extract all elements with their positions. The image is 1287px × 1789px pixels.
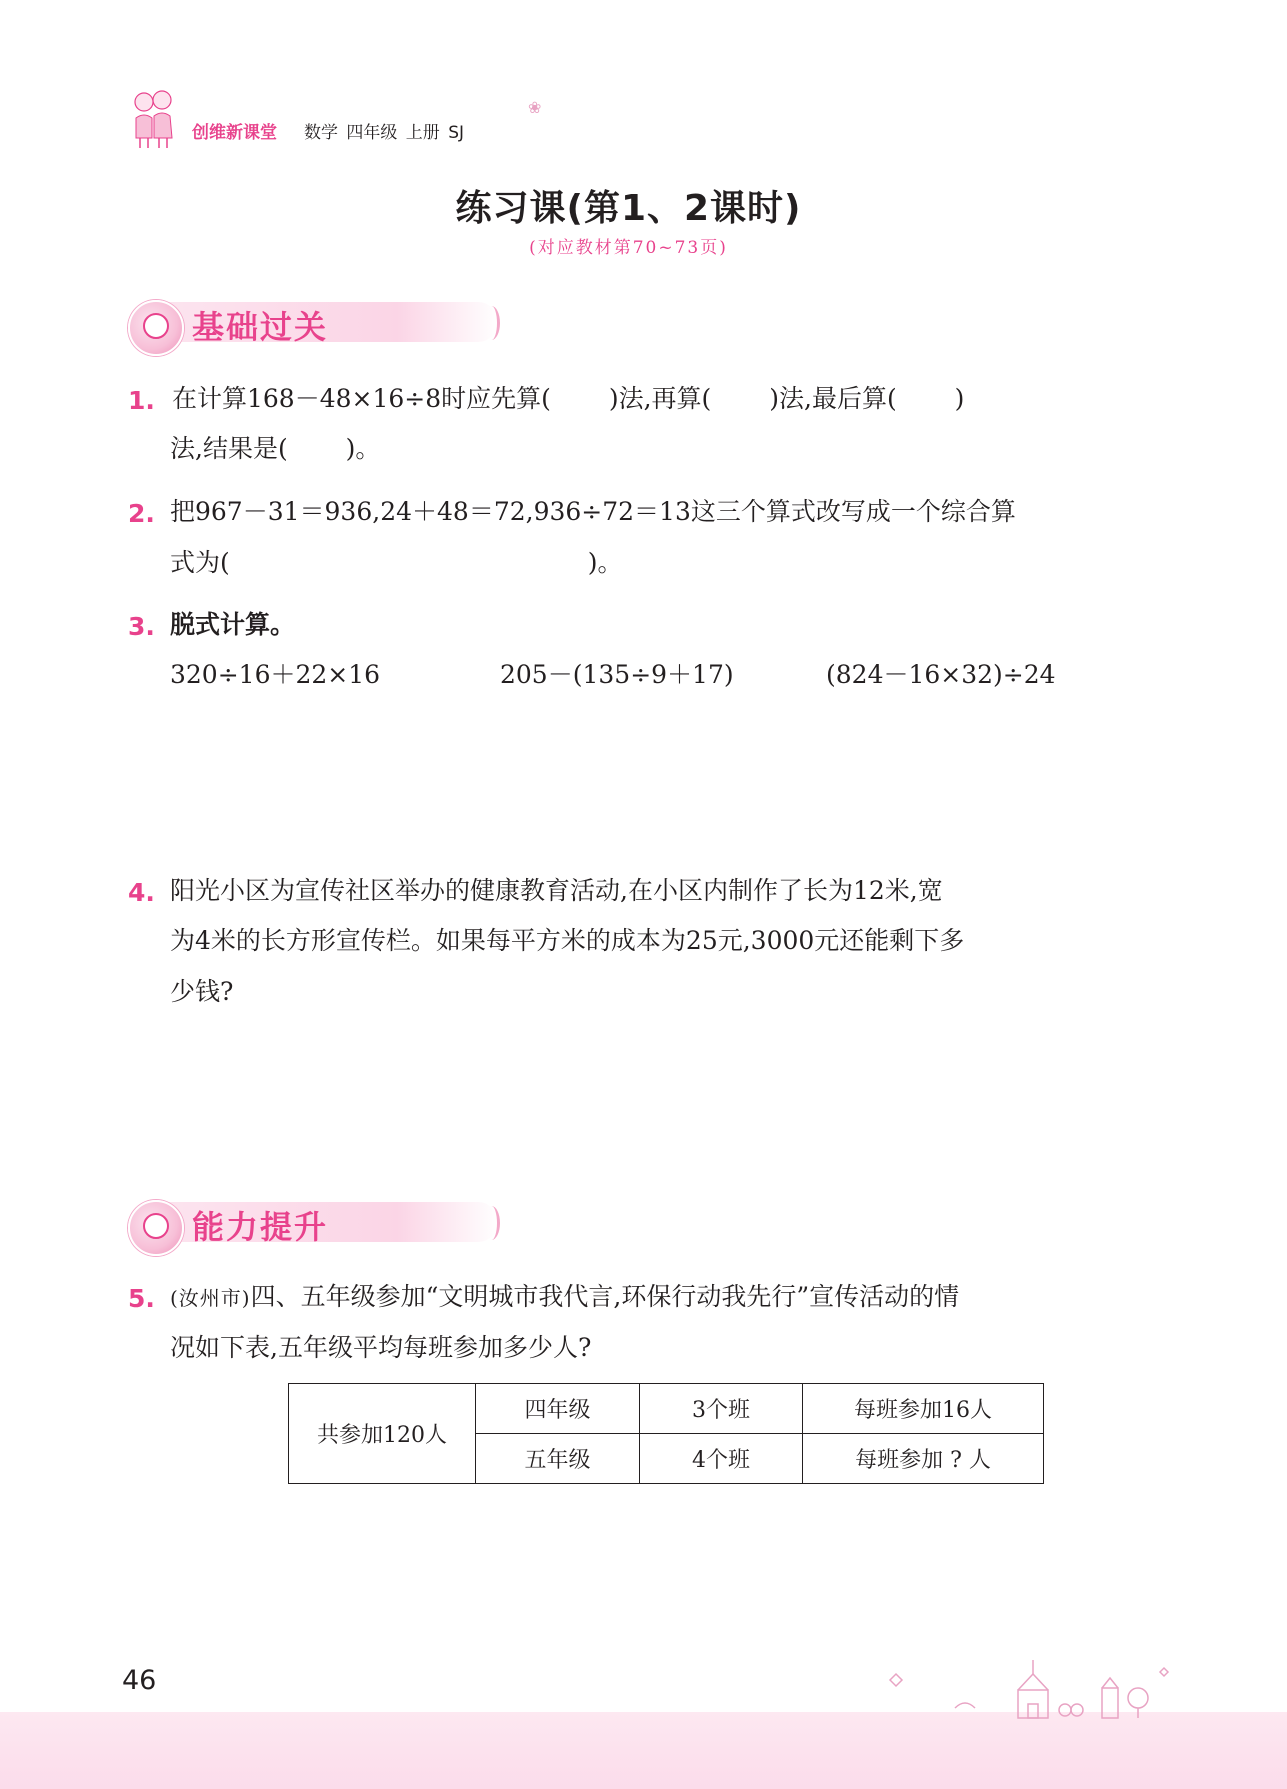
- section-header-advanced: [128, 1200, 508, 1246]
- section-ribbon-tail: [483, 1206, 500, 1240]
- page-title: 练习课(第1、2课时): [455, 188, 802, 229]
- question-2-line-2: 式为( )。: [170, 548, 623, 577]
- flower-decoration-icon: ❀: [528, 98, 542, 117]
- question-5-source: (汝州市): [170, 1286, 251, 1310]
- brand-name: 创维新课堂: [192, 123, 277, 143]
- classes-cell: 3个班: [640, 1384, 803, 1434]
- total-cell: 共参加120人: [289, 1384, 476, 1484]
- question-4-line-1: 阳光小区为宣传社区举办的健康教育活动,在小区内制作了长为12米,宽: [170, 876, 943, 905]
- per-class-cell: 每班参加16人: [803, 1384, 1044, 1434]
- question-5-line-2: 况如下表,五年级平均每班参加多少人?: [170, 1333, 592, 1362]
- page-subtitle: (对应教材第70~73页): [529, 238, 728, 258]
- question-4-line-3: 少钱?: [170, 977, 234, 1006]
- question-1-number: 1.: [128, 386, 155, 415]
- section-title-advanced: 能力提升: [192, 1208, 329, 1246]
- table-row: [289, 1384, 1044, 1434]
- question-1-line-2: 法,结果是( )。: [170, 434, 381, 463]
- section-ribbon-tail: [483, 306, 500, 340]
- question-1-line-1: 在计算168－48×16÷8时应先算( )法,再算( )法,最后算( ): [172, 384, 965, 413]
- grade-cell: 四年级: [476, 1384, 640, 1434]
- footer-band: [0, 1712, 1287, 1789]
- expression-2: 205－(135÷9＋17): [500, 660, 734, 689]
- question-4-number: 4.: [128, 878, 155, 907]
- grade-cell: 五年级: [476, 1434, 640, 1484]
- question-2-line-1: 把967－31＝936,24＋48＝72,936÷72＝13这三个算式改写成一个综合算: [170, 497, 1016, 526]
- castle-decoration-icon: [880, 1650, 1180, 1720]
- participation-table: [288, 1383, 1044, 1484]
- section-header-basic: [128, 300, 508, 346]
- question-3-number: 3.: [128, 612, 155, 641]
- question-3-heading: 脱式计算。: [170, 610, 296, 639]
- section-title-basic: 基础过关: [192, 308, 329, 346]
- mascot-badge-icon: [128, 300, 184, 356]
- book-info: 数学 四年级 上册 SJ: [304, 123, 465, 143]
- expression-1: 320÷16＋22×16: [170, 660, 381, 689]
- question-5-number: 5.: [128, 1284, 155, 1313]
- page-number: 46: [122, 1665, 157, 1696]
- expression-3: (824－16×32)÷24: [826, 660, 1056, 689]
- mascot-badge-icon: [128, 1200, 184, 1256]
- classes-cell: 4个班: [640, 1434, 803, 1484]
- question-4-line-2: 为4米的长方形宣传栏。如果每平方米的成本为25元,3000元还能剩下多: [170, 926, 965, 955]
- question-5-line-1-wrap: [170, 1284, 959, 1309]
- question-5-line-1: 四、五年级参加“文明城市我代言,环保行动我先行”宣传活动的情: [250, 1282, 960, 1311]
- per-class-cell: 每班参加 ? 人: [803, 1434, 1044, 1484]
- question-2-number: 2.: [128, 499, 155, 528]
- kids-mascot-icon: [128, 88, 178, 152]
